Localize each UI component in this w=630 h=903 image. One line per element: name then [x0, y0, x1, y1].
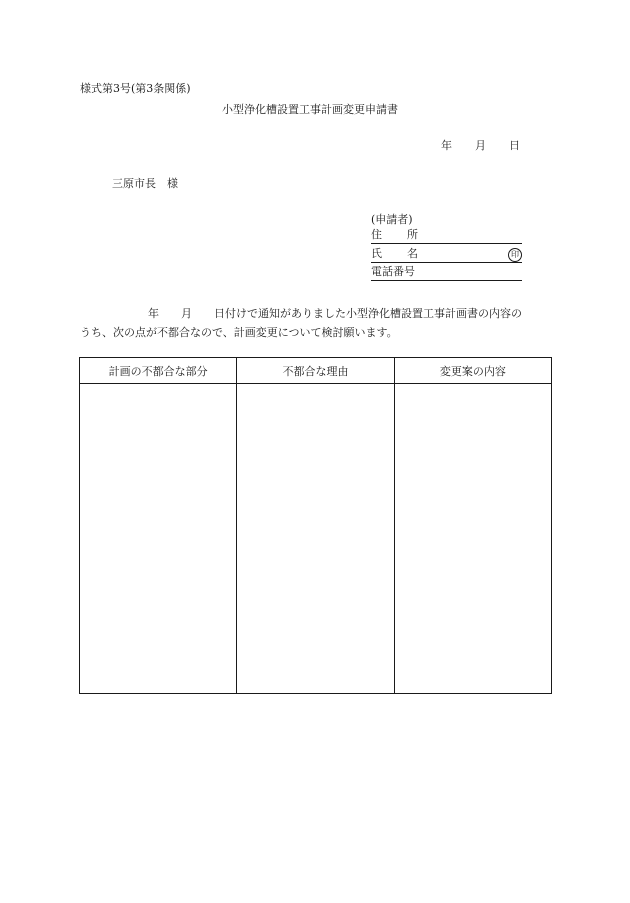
document-title: 小型浄化槽設置工事計画変更申請書 [222, 103, 398, 116]
address-label-first: 住 [371, 228, 382, 241]
table-row [80, 384, 552, 694]
date-line [441, 137, 520, 153]
address-field[interactable] [371, 227, 522, 244]
body-month-label: 月 [181, 307, 192, 320]
date-month-label: 月 [475, 139, 486, 152]
address-label-second: 所 [407, 228, 418, 241]
header-problem-reason: 不都合な理由 [237, 358, 394, 384]
name-label-first: 氏 [371, 247, 382, 260]
phone-label: 電話番号 [371, 265, 415, 278]
addressee: 三原市長 様 [112, 177, 178, 190]
header-problem-part: 計画の不都合な部分 [80, 358, 237, 384]
name-label-second: 名 [407, 247, 418, 260]
body-text-line-2: うち、次の点が不都合なので、計画変更について検討願います。 [80, 326, 398, 339]
plan-change-table [79, 357, 552, 694]
header-change-proposal: 変更案の内容 [394, 358, 551, 384]
seal-mark: 印 [508, 248, 522, 262]
date-year-label: 年 [441, 139, 452, 152]
name-field[interactable] [371, 246, 522, 263]
body-line1-rest: 日付けで通知がありました小型浄化槽設置工事計画書の内容の [214, 307, 522, 320]
body-year-label: 年 [148, 307, 159, 320]
table-header-row [80, 358, 552, 384]
form-number: 様式第3号(第3条関係) [80, 82, 191, 95]
cell-change-proposal[interactable] [394, 384, 551, 694]
applicant-heading: (申請者) [371, 213, 413, 226]
body-text-line-1 [148, 305, 522, 321]
phone-field[interactable] [371, 264, 522, 281]
cell-problem-reason[interactable] [237, 384, 394, 694]
date-day-label: 日 [509, 139, 520, 152]
cell-problem-part[interactable] [80, 384, 237, 694]
